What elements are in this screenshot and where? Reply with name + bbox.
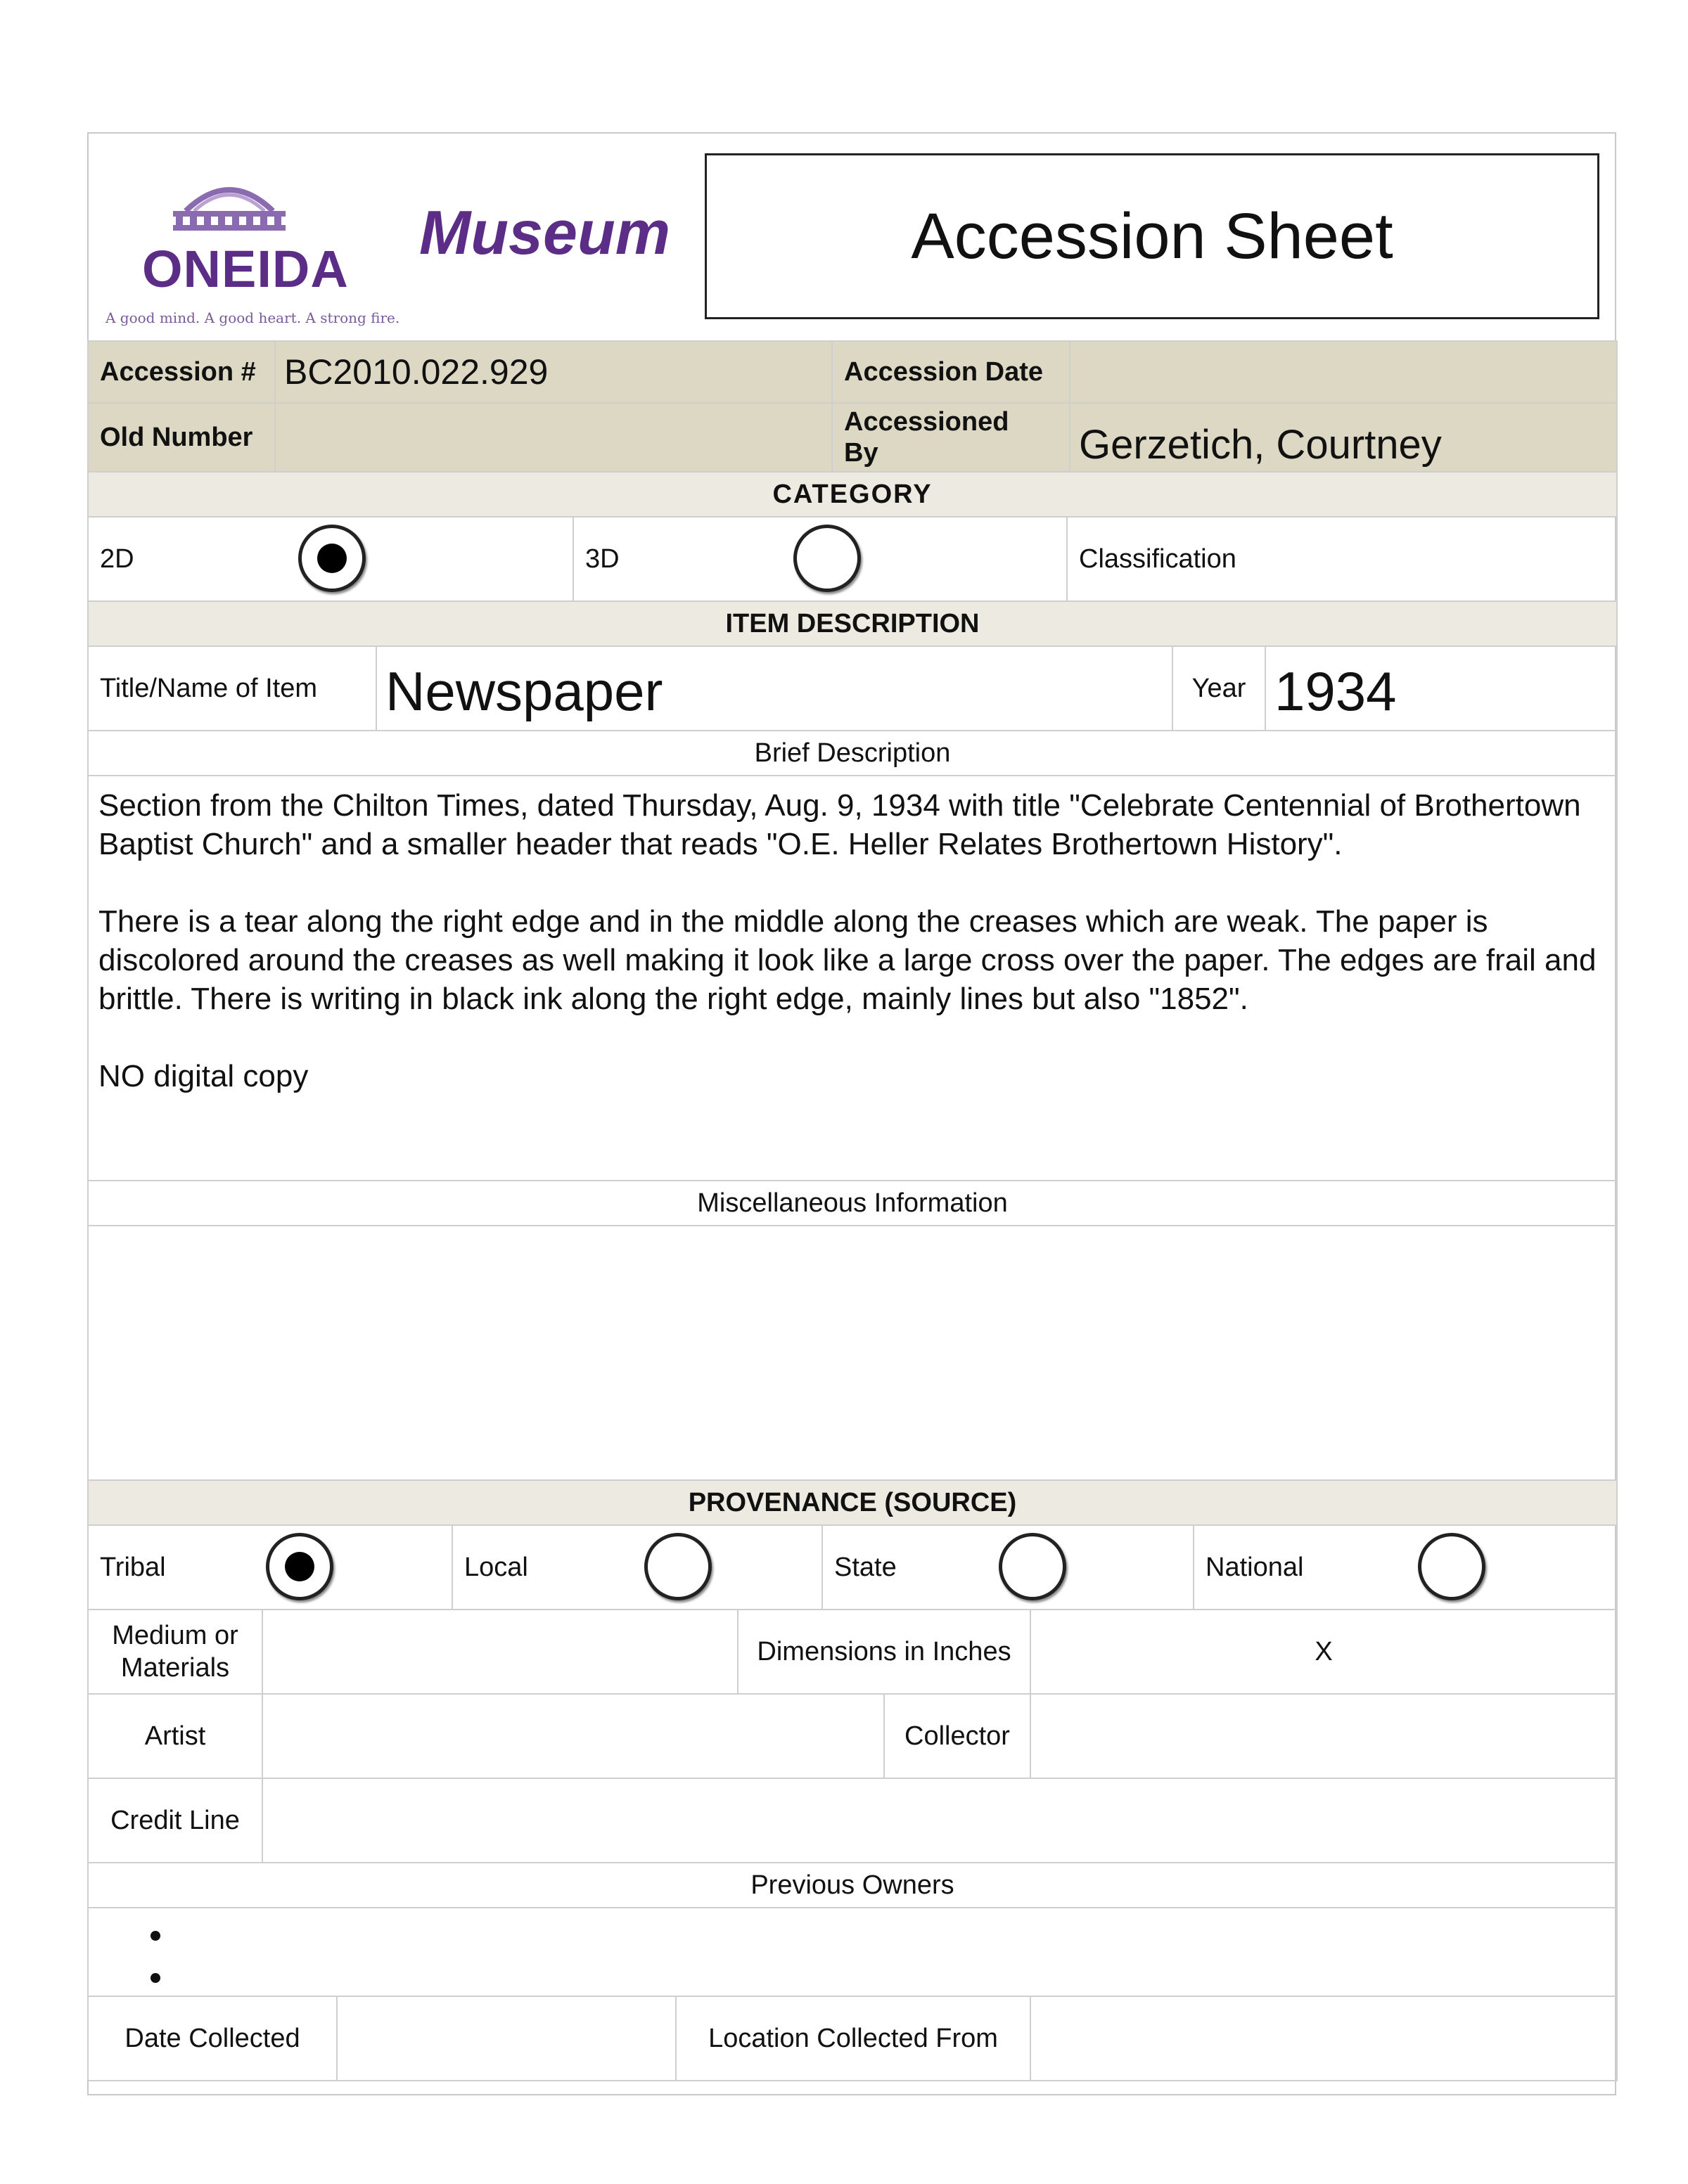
category-3d-label: 3D <box>585 544 620 574</box>
dimensions-label: Dimensions in Inches <box>737 1609 1031 1695</box>
medium-field[interactable] <box>262 1609 738 1695</box>
artist-label: Artist <box>87 1693 263 1779</box>
accessioned-by-field[interactable]: Gerzetich, Courtney <box>1069 402 1618 473</box>
museum-title: Museum <box>419 198 670 267</box>
radio-tribal-selected[interactable] <box>266 1533 333 1600</box>
provenance-tribal-option[interactable] <box>87 1524 453 1610</box>
logo-wordmark: ONEIDA <box>142 240 349 298</box>
logo-tagline: A good mind. A good heart. A strong fire. <box>106 309 400 326</box>
previous-owners-list[interactable] <box>87 1907 1618 1997</box>
state-label: State <box>834 1553 897 1582</box>
radio-3d[interactable] <box>793 525 861 592</box>
old-number-label: Old Number <box>87 402 276 473</box>
radio-state[interactable] <box>999 1533 1066 1600</box>
description-text <box>98 786 1606 1096</box>
year-field[interactable]: 1934 <box>1265 645 1618 731</box>
collector-field[interactable] <box>1030 1693 1618 1779</box>
title-name-label: Title/Name of Item <box>87 645 377 731</box>
category-2d-label: 2D <box>100 544 134 574</box>
artist-field[interactable] <box>262 1693 885 1779</box>
provenance-national-option[interactable] <box>1193 1524 1618 1610</box>
sheet-title: Accession Sheet <box>705 153 1599 319</box>
brief-description-field[interactable] <box>87 775 1618 1181</box>
category-3d-option[interactable] <box>573 516 1068 602</box>
dimensions-field[interactable]: X <box>1030 1609 1618 1695</box>
title-name-field[interactable]: Newspaper <box>376 645 1173 731</box>
old-number-field[interactable] <box>274 402 833 473</box>
radio-local[interactable] <box>644 1533 712 1600</box>
category-2d-option[interactable] <box>87 516 574 602</box>
list-bullet <box>151 1931 160 1941</box>
provenance-heading: PROVENANCE (SOURCE) <box>87 1479 1618 1526</box>
tribal-label: Tribal <box>100 1553 166 1582</box>
accessioned-by-label: Accessioned By <box>831 402 1070 473</box>
description-paragraph: NO digital copy <box>98 1059 309 1093</box>
accession-sheet <box>87 132 1616 2095</box>
location-collected-field[interactable] <box>1030 1996 1618 2081</box>
location-collected-label: Location Collected From <box>675 1996 1031 2081</box>
accession-date-field[interactable] <box>1069 340 1618 404</box>
provenance-local-option[interactable] <box>452 1524 823 1610</box>
credit-line-label: Credit Line <box>87 1778 263 1863</box>
item-description-heading: ITEM DESCRIPTION <box>87 600 1618 647</box>
collector-label: Collector <box>883 1693 1031 1779</box>
list-bullet <box>151 1973 160 1983</box>
logo-area <box>89 134 699 339</box>
previous-owners-heading: Previous Owners <box>87 1862 1618 1908</box>
brief-description-heading: Brief Description <box>87 730 1618 776</box>
radio-national[interactable] <box>1418 1533 1485 1600</box>
accession-date-label: Accession Date <box>831 340 1070 404</box>
description-paragraph: Section from the Chilton Times, dated Thursday, Aug. 9, 1934 with title "Celebrate Centennial of Brothertown Baptist Church" and a smaller header that reads "O.E. Heller Relates Brothertown History". <box>98 788 1581 861</box>
date-collected-label: Date Collected <box>87 1996 338 2081</box>
category-heading: CATEGORY <box>87 471 1618 518</box>
provenance-state-option[interactable] <box>821 1524 1194 1610</box>
date-collected-field[interactable] <box>336 1996 677 2081</box>
classification-field[interactable] <box>1066 516 1618 602</box>
medium-label: Medium or Materials <box>87 1609 263 1695</box>
accession-number-field[interactable]: BC2010.022.929 <box>274 340 833 404</box>
misc-info-heading: Miscellaneous Information <box>87 1180 1618 1226</box>
credit-line-field[interactable] <box>262 1778 1618 1863</box>
radio-2d-selected[interactable] <box>298 525 366 592</box>
classification-label: Classification <box>1079 544 1236 574</box>
misc-info-field[interactable] <box>87 1225 1618 1481</box>
description-paragraph: There is a tear along the right edge and in the middle along the creases which are weak. The paper is discolored around the creases as well making it look like a large cross over the paper. The edges are frail and brittle. There is writing in black ink along the right edge, mainly lines but also "1852". <box>98 904 1597 1016</box>
local-label: Local <box>464 1553 528 1582</box>
accession-number-label: Accession # <box>87 340 276 404</box>
national-label: National <box>1206 1553 1304 1582</box>
year-label: Year <box>1172 645 1266 731</box>
